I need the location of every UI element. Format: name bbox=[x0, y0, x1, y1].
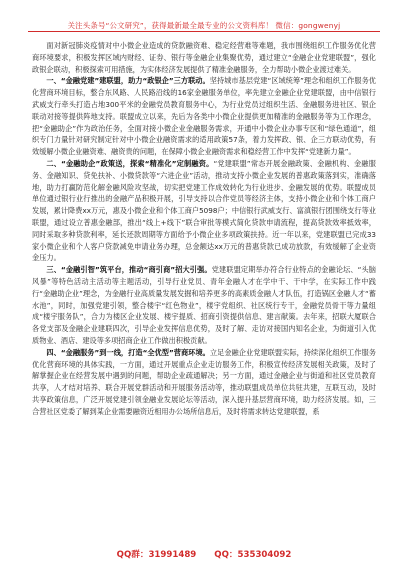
section-heading: 四、“金融服务”到一线，打造“全优型”营商环境。 bbox=[46, 347, 210, 357]
page-footer bbox=[0, 548, 408, 560]
paragraph-section-4 bbox=[32, 347, 376, 418]
paragraph-text: “党建联盟”常态开展金融政策、金融机构、金融服务、金融知识、贷免扶补、小微贷款等“六进企业”活动，推动支持小微企业发展的普惠政策落到实，准确落地，助力打赢防范化解金融风险攻坚战，切实把党建工作成效转化为行业进步、金融发展的优势。联盟成员单位通过银行业行推出的金融产品积极开展，引导支持以合作党员等经济主体，支持小微企业和个体工商户发展，累计降费xx万元，惠及小微企业和个体工商户5098户；中信银行武威支行、富滇银行团围绕支行等业联盟，通过设立普惠金融部，推出“线上+线下”联合审批等模式简化贷款申请流程，提高贷款效率抵效率，同时采取多种贷款利率，延长还款周期等方面给予小微企业多项政策扶持。近一年以来，党建联盟已完成33家小微企业和个人客户贷款减免申请业务办理，总金额达xx万元的普惠贷款已成功放款，有效缓解了企业资金压力。 bbox=[32, 158, 376, 263]
paragraph-section-1 bbox=[32, 75, 376, 158]
paragraph-text: 党建联盟定期举办符合行业特点的金融论坛、“头脑风暴”等特色活动主活动等主题活动，引导行业党员、青年金融人才在学中干、干中学，在实际工作中践行“金融助企业”理念，为金融行业高质量发展发掘和培养更多的高素质金融人才队伍，打造锅区金融人才“蓄水池”，同时，加强党建引领，整合楼宇“红色物业”，楼宇党组织、社区统行专干，金融党员骨干等力量组成“楼宇服务队”，合力为楼区企业发展、楼宇提质、招商引资提供信息、建言献策。去年来，招联大厦联合各党支部及金融企业建联四次，引导企业发挥信息优势，及时了解、走访对接国内知名企业，为街道引入优质物业、酒店、建设等多项招商企业工作做出积极贡献。 bbox=[32, 265, 376, 345]
section-heading: 二、“金融助企”政策送，探索“精准化”定制融资。 bbox=[46, 158, 214, 168]
page-header-banner: 关注头条号“公文研究”，获得最新最全最专业的公文资料库！ 微信：gongwenyj bbox=[67, 21, 341, 30]
paragraph-text: 坚持城市基层党建“区域统筹”理念和组织工作服务优化营商环境目标，整合东风路、人民路沿线的16家金融服务单位，率先建立金融企业党建联盟，由中信银行武威支行牵头打造占地300平米的金融党员教育服务中心，为行业党员过组织生活、金融服务进社区、银企联动对接等提供阵地支持。联盟成立以来，先后为各类中小微企业提供更加精准的金融服务等为工作理念，把“金融助企”作为政治任务，全面对接小微企业金融服务需求，开通中小微企业办事专区和“绿色通道”，组织专门力量针对研究制定针对中小微企业融资需求的适用政策57条，着力发挥政、银、企三方联动优势，有效缓解小微企业融资难、融资贵的问题，在保障小微企业融资需求和稳经营工作中发挥“党建新力量”。 bbox=[32, 76, 376, 157]
section-heading: 三、“金融引智”筑平台，推动“商引商”招大引强。 bbox=[46, 265, 212, 275]
section-heading: 一、“金融党建”建联盟，助力“政银企”三方联动。 bbox=[46, 76, 210, 86]
header-divider bbox=[28, 31, 380, 32]
paragraph-intro bbox=[32, 40, 376, 75]
paragraph-section-3 bbox=[32, 264, 376, 347]
footer-qq-contact: QQ：535304092 bbox=[214, 550, 292, 560]
paragraph-text: 面对新冠肺炎疫情对中小微企业造成的贷款融资难、稳定经营难等难题，我市围绕组织工作服务优化营商环境要求，积极发挥区域内财经、证券、银行等金融企业集聚优势，通过建立“金融企业党建联盟”，强化政银企联动，积极探索可用措施，为实体经济发展提供了精准金融服务，全力帮助小微企业渡过难关。 bbox=[32, 41, 376, 74]
paragraph-section-2 bbox=[32, 158, 376, 264]
paragraph-text: 立足金融企业党建联盟实际，持续深化组织工作服务优化营商环境的具体实践，一方面，通过开展重点企业走访服务工作，积极宣传经济发展相关政策，及时了解掌握企业在经营发展中遇到的问题，帮助企业疏通解决；另一方面，通过金融企业与街道和社区党员教育共享，人才结对培养、联合开展党群活动和开展服务活动等，推动联盟成员单位共驻共建，互联互动，及时共享政策信息，广泛开展党建引领金融业发展论坛等活动，深入提升基层营商环境，助力经济发展。如，三合营社区党委了解到某企业需要融资近相用办公场所信息后，及时将需求转达党建联盟，系 bbox=[32, 347, 376, 416]
document-body bbox=[32, 40, 376, 518]
footer-qq-group: QQ群：31991489 bbox=[116, 550, 197, 560]
